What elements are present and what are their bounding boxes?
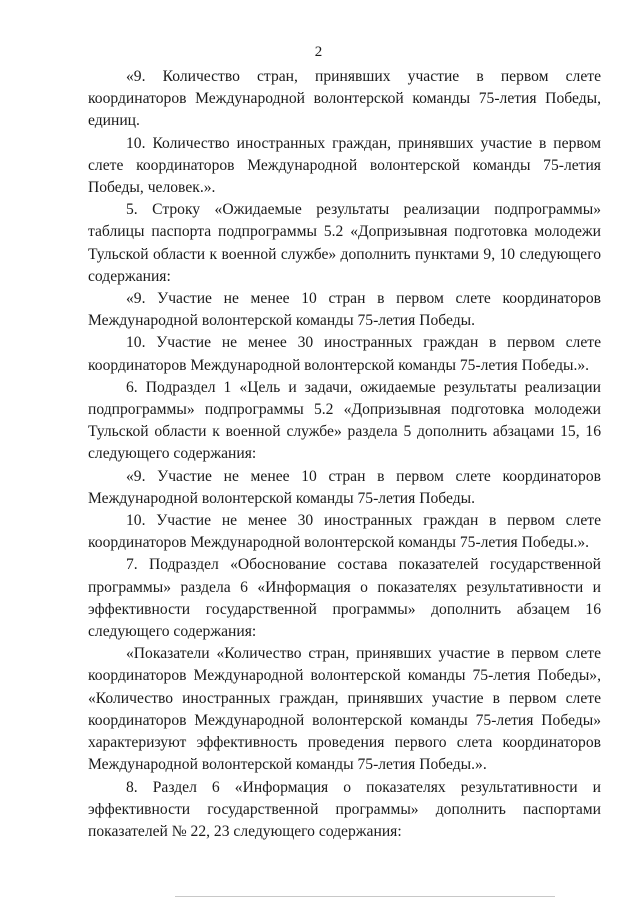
document-body xyxy=(88,66,601,843)
scan-mark xyxy=(175,896,555,897)
paragraph-result-9-repeat: «9. Участие не менее 10 стран в первом слете координаторов Международной волонтерской команды 75-летия Победы. xyxy=(88,467,601,507)
paragraph-item-7: 7. Подраздел «Обоснование состава показателей государственной программы» раздела 6 «Информация о показателях результативности и эффективности государственной программы» дополнить абзацем 16 следующего содержания: xyxy=(88,556,601,641)
paragraph-result-10: 10. Участие не менее 30 иностранных граждан в первом слете координаторов Международной волонтерской команды 75-летия Победы.». xyxy=(88,334,601,374)
paragraph-indicators-description: «Показатели «Количество стран, принявших участие в первом слете координаторов Международной волонтерской команды 75-летия Победы», «Количество иностранных граждан, принявших участие в первом слете координаторов Международной волонтерской команды 75-летия Победы» характеризуют эффективность проведения первого слета координаторов Международной волонтерской команды 75-летия Победы.». xyxy=(88,645,601,774)
paragraph-indicator-9-countries: «9. Количество стран, принявших участие в первом слете координаторов Международной волонтерской команды 75-летия Победы, единиц. xyxy=(88,68,601,130)
paragraph-indicator-10-citizens: 10. Количество иностранных граждан, принявших участие в первом слете координаторов Международной волонтерской команды 75-летия Победы, человек.». xyxy=(88,134,601,197)
paragraph-item-6: 6. Подраздел 1 «Цель и задачи, ожидаемые результаты реализации подпрограммы» подпрограммы 5.2 «Допризывная подготовка молодежи Тульской области к военной службе» раздела 5 дополнить абзацами 15, 16 следующего содержания: xyxy=(88,378,601,463)
paragraph-item-5: 5. Строку «Ожидаемые результаты реализации подпрограммы» таблицы паспорта подпрограммы 5.2 «Допризывная подготовка молодежи Тульской области к военной службе» дополнить пунктами 9, 10 следующего содержания: xyxy=(88,201,601,285)
paragraph-result-10-repeat: 10. Участие не менее 30 иностранных граждан в первом слете координаторов Международной волонтерской команды 75-летия Победы.». xyxy=(88,512,601,552)
paragraph-result-9: «9. Участие не менее 10 стран в первом слете координаторов Международной волонтерской команды 75-летия Победы. xyxy=(88,290,601,330)
page-number: 2 xyxy=(314,44,323,60)
paragraph-item-8: 8. Раздел 6 «Информация о показателях результативности и эффективности государственной программы» дополнить паспортами показателей № 22, 23 следующего содержания: xyxy=(88,778,601,840)
